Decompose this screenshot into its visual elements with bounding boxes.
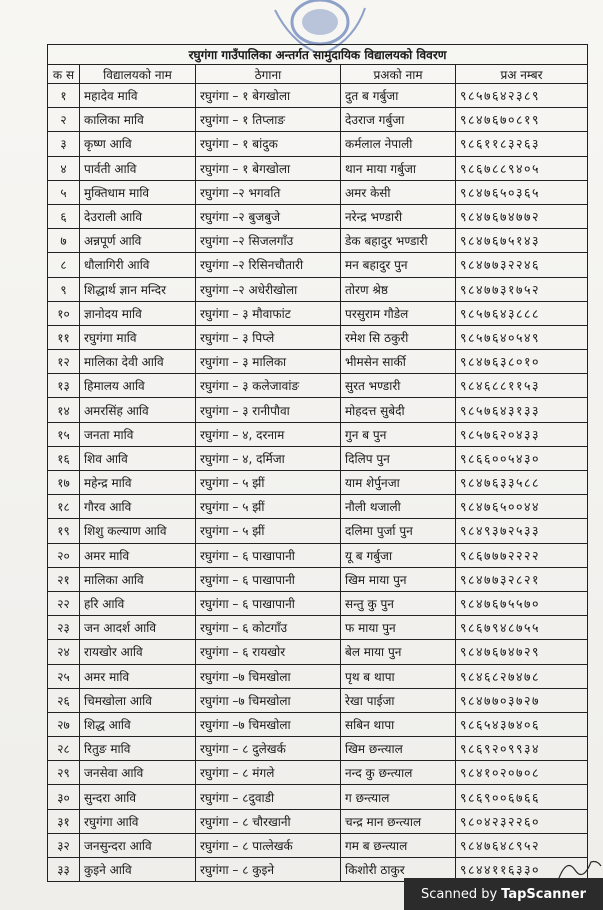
phone-cell: ९८४६८२७४७८	[456, 664, 588, 688]
address-cell: रघुगंगा – ६ रायखोर	[196, 640, 341, 664]
head-teacher-cell: गुन ब पुन	[341, 422, 456, 446]
school-name-cell: हरि आवि	[80, 591, 196, 615]
table-row	[48, 446, 588, 470]
address-cell: रघुगंगा – ८ कुइने	[196, 858, 341, 882]
table-row	[48, 737, 588, 761]
table-row	[48, 374, 588, 398]
phone-cell: ९८५७६४२३८९	[456, 84, 588, 108]
header-head-teacher: प्रअको नाम	[341, 65, 456, 84]
serial-cell: १२	[48, 350, 80, 374]
table-row	[48, 350, 588, 374]
address-cell: रघुगंगा –७ चिमखोला	[196, 712, 341, 736]
school-name-cell: कालिका मावि	[80, 108, 196, 132]
head-teacher-cell: नन्द कु छन्त्याल	[341, 761, 456, 785]
school-name-cell: शिद्ध आवि	[80, 712, 196, 736]
school-name-cell: रितुङ मावि	[80, 737, 196, 761]
table-row	[48, 180, 588, 204]
table-row	[48, 785, 588, 809]
table-row	[48, 567, 588, 591]
serial-cell: २	[48, 108, 80, 132]
table-row	[48, 84, 588, 108]
head-teacher-cell: फ माया पुन	[341, 616, 456, 640]
address-cell: रघुगंगा –२ बुजबुजे	[196, 204, 341, 228]
address-cell: रघुगंगा – ३ रानीपौवा	[196, 398, 341, 422]
phone-cell: ९८०४२३२२६०	[456, 809, 588, 833]
phone-cell: ९८४७६३८०१०	[456, 350, 588, 374]
serial-cell: १८	[48, 495, 80, 519]
school-name-cell: पार्वती आवि	[80, 156, 196, 180]
school-name-cell: ज्ञानोदय मावि	[80, 301, 196, 325]
serial-cell: १४	[48, 398, 80, 422]
phone-cell: ९८४१०२०७०८	[456, 761, 588, 785]
phone-cell: ९८४७७३२२४६	[456, 253, 588, 277]
serial-cell: २३	[48, 616, 80, 640]
address-cell: रघुगंगा – १ बांदुक	[196, 132, 341, 156]
address-cell: रघुगंगा –२ रिसिनचौतारी	[196, 253, 341, 277]
table-header-row	[48, 65, 588, 84]
head-teacher-cell: सबिन थापा	[341, 712, 456, 736]
school-name-cell: जनता मावि	[80, 422, 196, 446]
phone-cell: ९८६७७७२२२२	[456, 543, 588, 567]
head-teacher-cell: नौली थजाली	[341, 495, 456, 519]
school-name-cell: हिमालय आवि	[80, 374, 196, 398]
serial-cell: ९	[48, 277, 80, 301]
head-teacher-cell: कर्मलाल नेपाली	[341, 132, 456, 156]
table-row	[48, 495, 588, 519]
address-cell: रघुगंगा – ४, दर्मिजा	[196, 446, 341, 470]
serial-cell: ३२	[48, 833, 80, 857]
phone-cell: ९८४७६७०८१९	[456, 108, 588, 132]
phone-cell: ९८४७६४८९५२	[456, 833, 588, 857]
address-cell: रघुगंगा –७ चिमखोला	[196, 664, 341, 688]
school-name-cell: चिमखोला आवि	[80, 688, 196, 712]
address-cell: रघुगंगा – ६ पाखापानी	[196, 591, 341, 615]
phone-cell: ९८४७६५००४४	[456, 495, 588, 519]
phone-cell: ९८४७६७४७७२	[456, 204, 588, 228]
serial-cell: ८	[48, 253, 80, 277]
head-teacher-cell: देउराज गर्बुजा	[341, 108, 456, 132]
address-cell: रघुगंगा – १ बेगखोला	[196, 156, 341, 180]
school-name-cell: अमर मावि	[80, 664, 196, 688]
table-title: रघुगंगा गाउँपालिका अन्तर्गत सामुदायिक विद्यालयको विवरण	[48, 45, 588, 65]
phone-cell: ९८४४११६३३०	[456, 858, 588, 882]
head-teacher-cell: नरेन्द्र भण्डारी	[341, 204, 456, 228]
head-teacher-cell: अमर केसी	[341, 180, 456, 204]
phone-cell: ९८४७६७५१४३	[456, 229, 588, 253]
serial-cell: ६	[48, 204, 80, 228]
serial-cell: १९	[48, 519, 80, 543]
phone-cell: ९८५७६४०५४९	[456, 325, 588, 349]
scanner-watermark	[404, 878, 603, 910]
table-row	[48, 519, 588, 543]
school-name-cell: गौरव आवि	[80, 495, 196, 519]
phone-cell: ९८४७७३१७५२	[456, 277, 588, 301]
serial-cell: १७	[48, 471, 80, 495]
table-row	[48, 325, 588, 349]
serial-cell: १६	[48, 446, 80, 470]
phone-cell: ९८४९३७२५३३	[456, 519, 588, 543]
serial-cell: २१	[48, 567, 80, 591]
table-row	[48, 204, 588, 228]
table-row	[48, 712, 588, 736]
school-name-cell: मुक्तिधाम मावि	[80, 180, 196, 204]
table-row	[48, 543, 588, 567]
phone-cell: ९८६९००६७६६	[456, 785, 588, 809]
school-name-cell: जन आदर्श आवि	[80, 616, 196, 640]
serial-cell: २९	[48, 761, 80, 785]
address-cell: रघुगंगा – ८ दुलेखर्क	[196, 737, 341, 761]
head-teacher-cell: खिम माया पुन	[341, 567, 456, 591]
address-cell: रघुगंगा – ८दुवाडी	[196, 785, 341, 809]
address-cell: रघुगंगा – ३ मालिका	[196, 350, 341, 374]
serial-cell: १	[48, 84, 80, 108]
scanned-by-text: Scanned by	[420, 886, 498, 902]
head-teacher-cell: ग छन्त्याल	[341, 785, 456, 809]
phone-cell: ९८४७६७५५७०	[456, 591, 588, 615]
school-name-cell: महादेव मावि	[80, 84, 196, 108]
table-row	[48, 253, 588, 277]
address-cell: रघुगंगा – ४, दरनाम	[196, 422, 341, 446]
school-table-wrapper	[47, 44, 587, 882]
phone-cell: ९८४७७०३७२७	[456, 688, 588, 712]
head-teacher-cell: रेखा पाईजा	[341, 688, 456, 712]
address-cell: रघुगंगा – ६ कोटगाँउ	[196, 616, 341, 640]
table-row	[48, 591, 588, 615]
school-name-cell: अमर मावि	[80, 543, 196, 567]
address-cell: रघुगंगा – ३ कलेजावांङ	[196, 374, 341, 398]
head-teacher-cell: थान माया गर्बुजा	[341, 156, 456, 180]
table-row	[48, 108, 588, 132]
table-row	[48, 761, 588, 785]
table-row	[48, 229, 588, 253]
address-cell: रघुगंगा – १ तिप्लाङ	[196, 108, 341, 132]
table-row	[48, 664, 588, 688]
serial-cell: ११	[48, 325, 80, 349]
phone-cell: ९८६११८३२६३	[456, 132, 588, 156]
serial-cell: ३०	[48, 785, 80, 809]
header-address: ठेगाना	[196, 65, 341, 84]
phone-cell: ९८६६००५४३०	[456, 446, 588, 470]
head-teacher-cell: दुत ब गर्बुजा	[341, 84, 456, 108]
address-cell: रघुगंगा – ५ झीं	[196, 471, 341, 495]
phone-cell: ९८४६८८११५३	[456, 374, 588, 398]
address-cell: रघुगंगा – ३ मौवाफांट	[196, 301, 341, 325]
address-cell: रघुगंगा –२ भगवति	[196, 180, 341, 204]
serial-cell: २७	[48, 712, 80, 736]
school-name-cell: सुन्दरा आवि	[80, 785, 196, 809]
table-row	[48, 640, 588, 664]
scanner-brand: TapScanner	[501, 886, 587, 902]
head-teacher-cell: तोरण श्रेष्ठ	[341, 277, 456, 301]
phone-cell: ९८५७६२०४३३	[456, 422, 588, 446]
phone-cell: ९८६७८८९४०५	[456, 156, 588, 180]
serial-cell: १०	[48, 301, 80, 325]
serial-cell: २४	[48, 640, 80, 664]
head-teacher-cell: डेक बहादुर भण्डारी	[341, 229, 456, 253]
school-name-cell: मालिका आवि	[80, 567, 196, 591]
address-cell: रघुगंगा –२ सिजलगाँउ	[196, 229, 341, 253]
head-teacher-cell: सन्तु कु पुन	[341, 591, 456, 615]
address-cell: रघुगंगा – ५ झीं	[196, 495, 341, 519]
serial-cell: २५	[48, 664, 80, 688]
table-body	[48, 84, 588, 882]
phone-cell: ९८६५४३७४०६	[456, 712, 588, 736]
table-row	[48, 688, 588, 712]
head-teacher-cell: बेल माया पुन	[341, 640, 456, 664]
serial-cell: १५	[48, 422, 80, 446]
table-row	[48, 616, 588, 640]
serial-cell: ५	[48, 180, 80, 204]
head-teacher-cell: दिलिप पुन	[341, 446, 456, 470]
head-teacher-cell: मन बहादुर पुन	[341, 253, 456, 277]
serial-cell: ३१	[48, 809, 80, 833]
head-teacher-cell: पृथ ब थापा	[341, 664, 456, 688]
serial-cell: २८	[48, 737, 80, 761]
school-name-cell: जनसुन्दरा आवि	[80, 833, 196, 857]
address-cell: रघुगंगा –७ चिमखोला	[196, 688, 341, 712]
school-name-cell: मालिका देवी आवि	[80, 350, 196, 374]
serial-cell: ४	[48, 156, 80, 180]
table-row	[48, 422, 588, 446]
address-cell: रघुगंगा – ५ झीं	[196, 519, 341, 543]
address-cell: रघुगंगा – ८ चौरखानी	[196, 809, 341, 833]
table-row	[48, 833, 588, 857]
phone-cell: ९८४७७३२८२१	[456, 567, 588, 591]
school-name-cell: शिशु कल्याण आवि	[80, 519, 196, 543]
school-name-cell: अमरसिंह आवि	[80, 398, 196, 422]
phone-cell: ९८५७६४३८८८	[456, 301, 588, 325]
phone-cell: ९८४७६३३५८८	[456, 471, 588, 495]
table-row	[48, 132, 588, 156]
head-teacher-cell: परसुराम गौडेल	[341, 301, 456, 325]
phone-cell: ९८४७६७४७२९	[456, 640, 588, 664]
head-teacher-cell: सुरत भण्डारी	[341, 374, 456, 398]
address-cell: रघुगंगा – ६ पाखापानी	[196, 543, 341, 567]
table-row	[48, 301, 588, 325]
serial-cell: ३३	[48, 858, 80, 882]
school-name-cell: रघुगंगा मावि	[80, 325, 196, 349]
table-row	[48, 471, 588, 495]
phone-cell: ९८४७६५०३६५	[456, 180, 588, 204]
address-cell: रघुगंगा – ६ पाखापानी	[196, 567, 341, 591]
phone-cell: ९८६९२०९९३४	[456, 737, 588, 761]
school-name-cell: महेन्द्र मावि	[80, 471, 196, 495]
address-cell: रघुगंगा – ८ मंगले	[196, 761, 341, 785]
serial-cell: २०	[48, 543, 80, 567]
head-teacher-cell: चन्द्र मान छन्त्याल	[341, 809, 456, 833]
address-cell: रघुगंगा – ३ पिप्ले	[196, 325, 341, 349]
serial-cell: २२	[48, 591, 80, 615]
serial-cell: ३	[48, 132, 80, 156]
head-teacher-cell: रमेश सि ठकुरी	[341, 325, 456, 349]
address-cell: रघुगंगा – १ बेगखोला	[196, 84, 341, 108]
school-name-cell: रायखोर आवि	[80, 640, 196, 664]
table-row	[48, 156, 588, 180]
head-teacher-cell: दलिमा पुर्जा पुन	[341, 519, 456, 543]
serial-cell: १३	[48, 374, 80, 398]
head-teacher-cell: गम ब छन्त्याल	[341, 833, 456, 857]
school-name-cell: अन्नपूर्ण आवि	[80, 229, 196, 253]
school-details-table	[47, 44, 588, 882]
school-name-cell: शिद्धार्थ ज्ञान मन्दिर	[80, 277, 196, 301]
school-name-cell: जनसेवा आवि	[80, 761, 196, 785]
school-name-cell: रघुगंगा आवि	[80, 809, 196, 833]
header-phone: प्रअ नम्बर	[456, 65, 588, 84]
phone-cell: ९८६७९४८७५५	[456, 616, 588, 640]
head-teacher-cell: खिम छन्त्याल	[341, 737, 456, 761]
serial-cell: ७	[48, 229, 80, 253]
table-row	[48, 809, 588, 833]
table-row	[48, 398, 588, 422]
address-cell: रघुगंगा –२ अधेरीखोला	[196, 277, 341, 301]
phone-cell: ९८५७६४३१३३	[456, 398, 588, 422]
school-name-cell: देउराली आवि	[80, 204, 196, 228]
school-name-cell: कृष्ण आवि	[80, 132, 196, 156]
head-teacher-cell: मोहदत्त सुबेदी	[341, 398, 456, 422]
serial-cell: २६	[48, 688, 80, 712]
head-teacher-cell: किशोरी ठाकुर	[341, 858, 456, 882]
address-cell: रघुगंगा – ८ पात्लेखर्क	[196, 833, 341, 857]
header-school-name: विद्यालयको नाम	[80, 65, 196, 84]
school-name-cell: धौलागिरी आवि	[80, 253, 196, 277]
school-name-cell: शिव आवि	[80, 446, 196, 470]
header-serial: क स	[48, 65, 80, 84]
table-row	[48, 277, 588, 301]
head-teacher-cell: यू ब गर्बुजा	[341, 543, 456, 567]
head-teacher-cell: याम शेर्पुनजा	[341, 471, 456, 495]
school-name-cell: कुइने आवि	[80, 858, 196, 882]
head-teacher-cell: भीमसेन सार्की	[341, 350, 456, 374]
